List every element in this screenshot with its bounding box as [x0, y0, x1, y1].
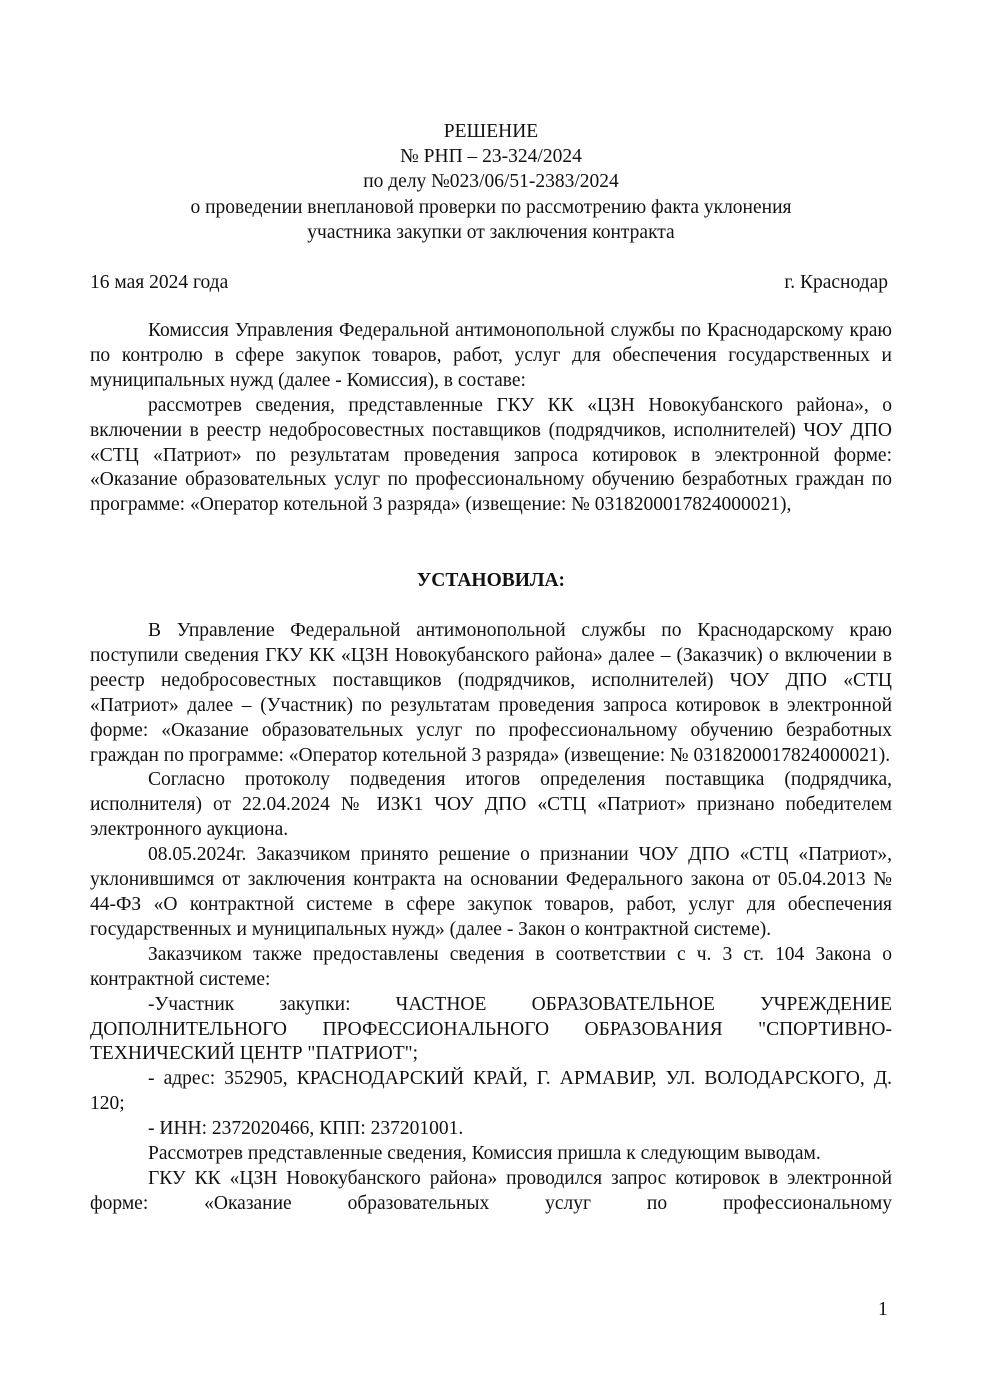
body-paragraph: Заказчиком также предоставлены сведения в соответствии с ч. 3 ст. 104 Закона о контрактной системе:	[90, 943, 892, 990]
decision-title: РЕШЕНИЕ	[443, 121, 539, 142]
findings-section	[90, 619, 892, 1217]
section-heading: УСТАНОВИЛА:	[416, 570, 566, 591]
dateline	[90, 270, 888, 295]
participant-address: - адрес: 352905, КРАСНОДАРСКИЙ КРАЙ, Г. АРМАВИР, УЛ. ВОЛОДАРСКОГО, Д. 120;	[90, 1068, 892, 1115]
intro-paragraph: Комиссия Управления Федеральной антимонопольной службы по Краснодарскому краю по контролю в сфере закупок товаров, работ, услуг для обеспечения государственных и муниципальных нужд (далее - Комиссия), в составе:	[90, 320, 892, 391]
body-paragraph: Рассмотрев представленные сведения, Комиссия пришла к следующим выводам.	[148, 1143, 821, 1165]
document-header	[90, 119, 892, 245]
participant-inn: - ИНН: 2372020466, КПП: 237201001.	[148, 1118, 464, 1140]
document-city: г. Краснодар	[784, 272, 888, 293]
body-paragraph: 08.05.2024г. Заказчиком принято решение о признании ЧОУ ДПО «СТЦ «Патриот», уклонившимся от заключения контракта на основании Федерального закона от 05.04.2013 № 44-ФЗ «О контрактной системе в сфере закупок товаров, работ, услуг для обеспечения государственных и муниципальных нужд» (далее - Закон о контрактной системе).	[90, 844, 892, 940]
document-date: 16 мая 2024 года	[90, 272, 229, 293]
body-paragraph: Согласно протоколу подведения итогов определения поставщика (подрядчика, исполнителя) от 22.04.2024 № ИЗК1 ЧОУ ДПО «СТЦ «Патриот» признано победителем электронного аукциона.	[90, 769, 892, 841]
subject-line-2: участника закупки от заключения контракта	[307, 221, 675, 243]
page-number: 1	[878, 1299, 888, 1320]
subject-line-1: о проведении внеплановой проверки по рассмотрению факта уклонения	[190, 196, 792, 218]
case-number: по делу №023/06/51-2383/2024	[363, 171, 619, 193]
decision-number: № РНП – 23-324/2024	[400, 146, 582, 168]
intro-section	[90, 319, 892, 518]
participant-name: -Участник закупки: ЧАСТНОЕ ОБРАЗОВАТЕЛЬНОЕ УЧРЕЖДЕНИЕ ДОПОЛНИТЕЛЬНОГО ПРОФЕССИОНАЛЬНОГО ОБРАЗОВАНИЯ "СПОРТИВНО-ТЕХНИЧЕСКИЙ ЦЕНТР "ПАТРИОТ";	[90, 993, 892, 1065]
intro-paragraph: рассмотрев сведения, представленные ГКУ КК «ЦЗН Новокубанского района», о включении в реестр недобросовестных поставщиков (подрядчиков, исполнителей) ЧОУ ДПО «СТЦ «Патриот» по результатам проведения запроса котировок в электронной форме: «Оказание образовательных услуг по профессиональному обучению безработных граждан по программе: «Оператор котельной 3 разряда» (извещение: № 0318200017824000021),	[90, 394, 892, 516]
body-paragraph: ГКУ КК «ЦЗН Новокубанского района» проводился запрос котировок в электронной форме: «Оказание образовательных услуг по профессиональному	[90, 1167, 892, 1214]
body-paragraph: В Управление Федеральной антимонопольной службы по Краснодарскому краю поступили сведения ГКУ КК «ЦЗН Новокубанского района» далее – (Заказчик) о включении в реестр недобросовестных поставщиков (подрядчиков, исполнителей) ЧОУ ДПО «СТЦ «Патриот» далее – (Участник) по результатам проведения запроса котировок в электронной форме: «Оказание образовательных услуг по профессиональному обучению безработных граждан по программе: «Оператор котельной 3 разряда» (извещение: № 0318200017824000021).	[90, 620, 892, 766]
